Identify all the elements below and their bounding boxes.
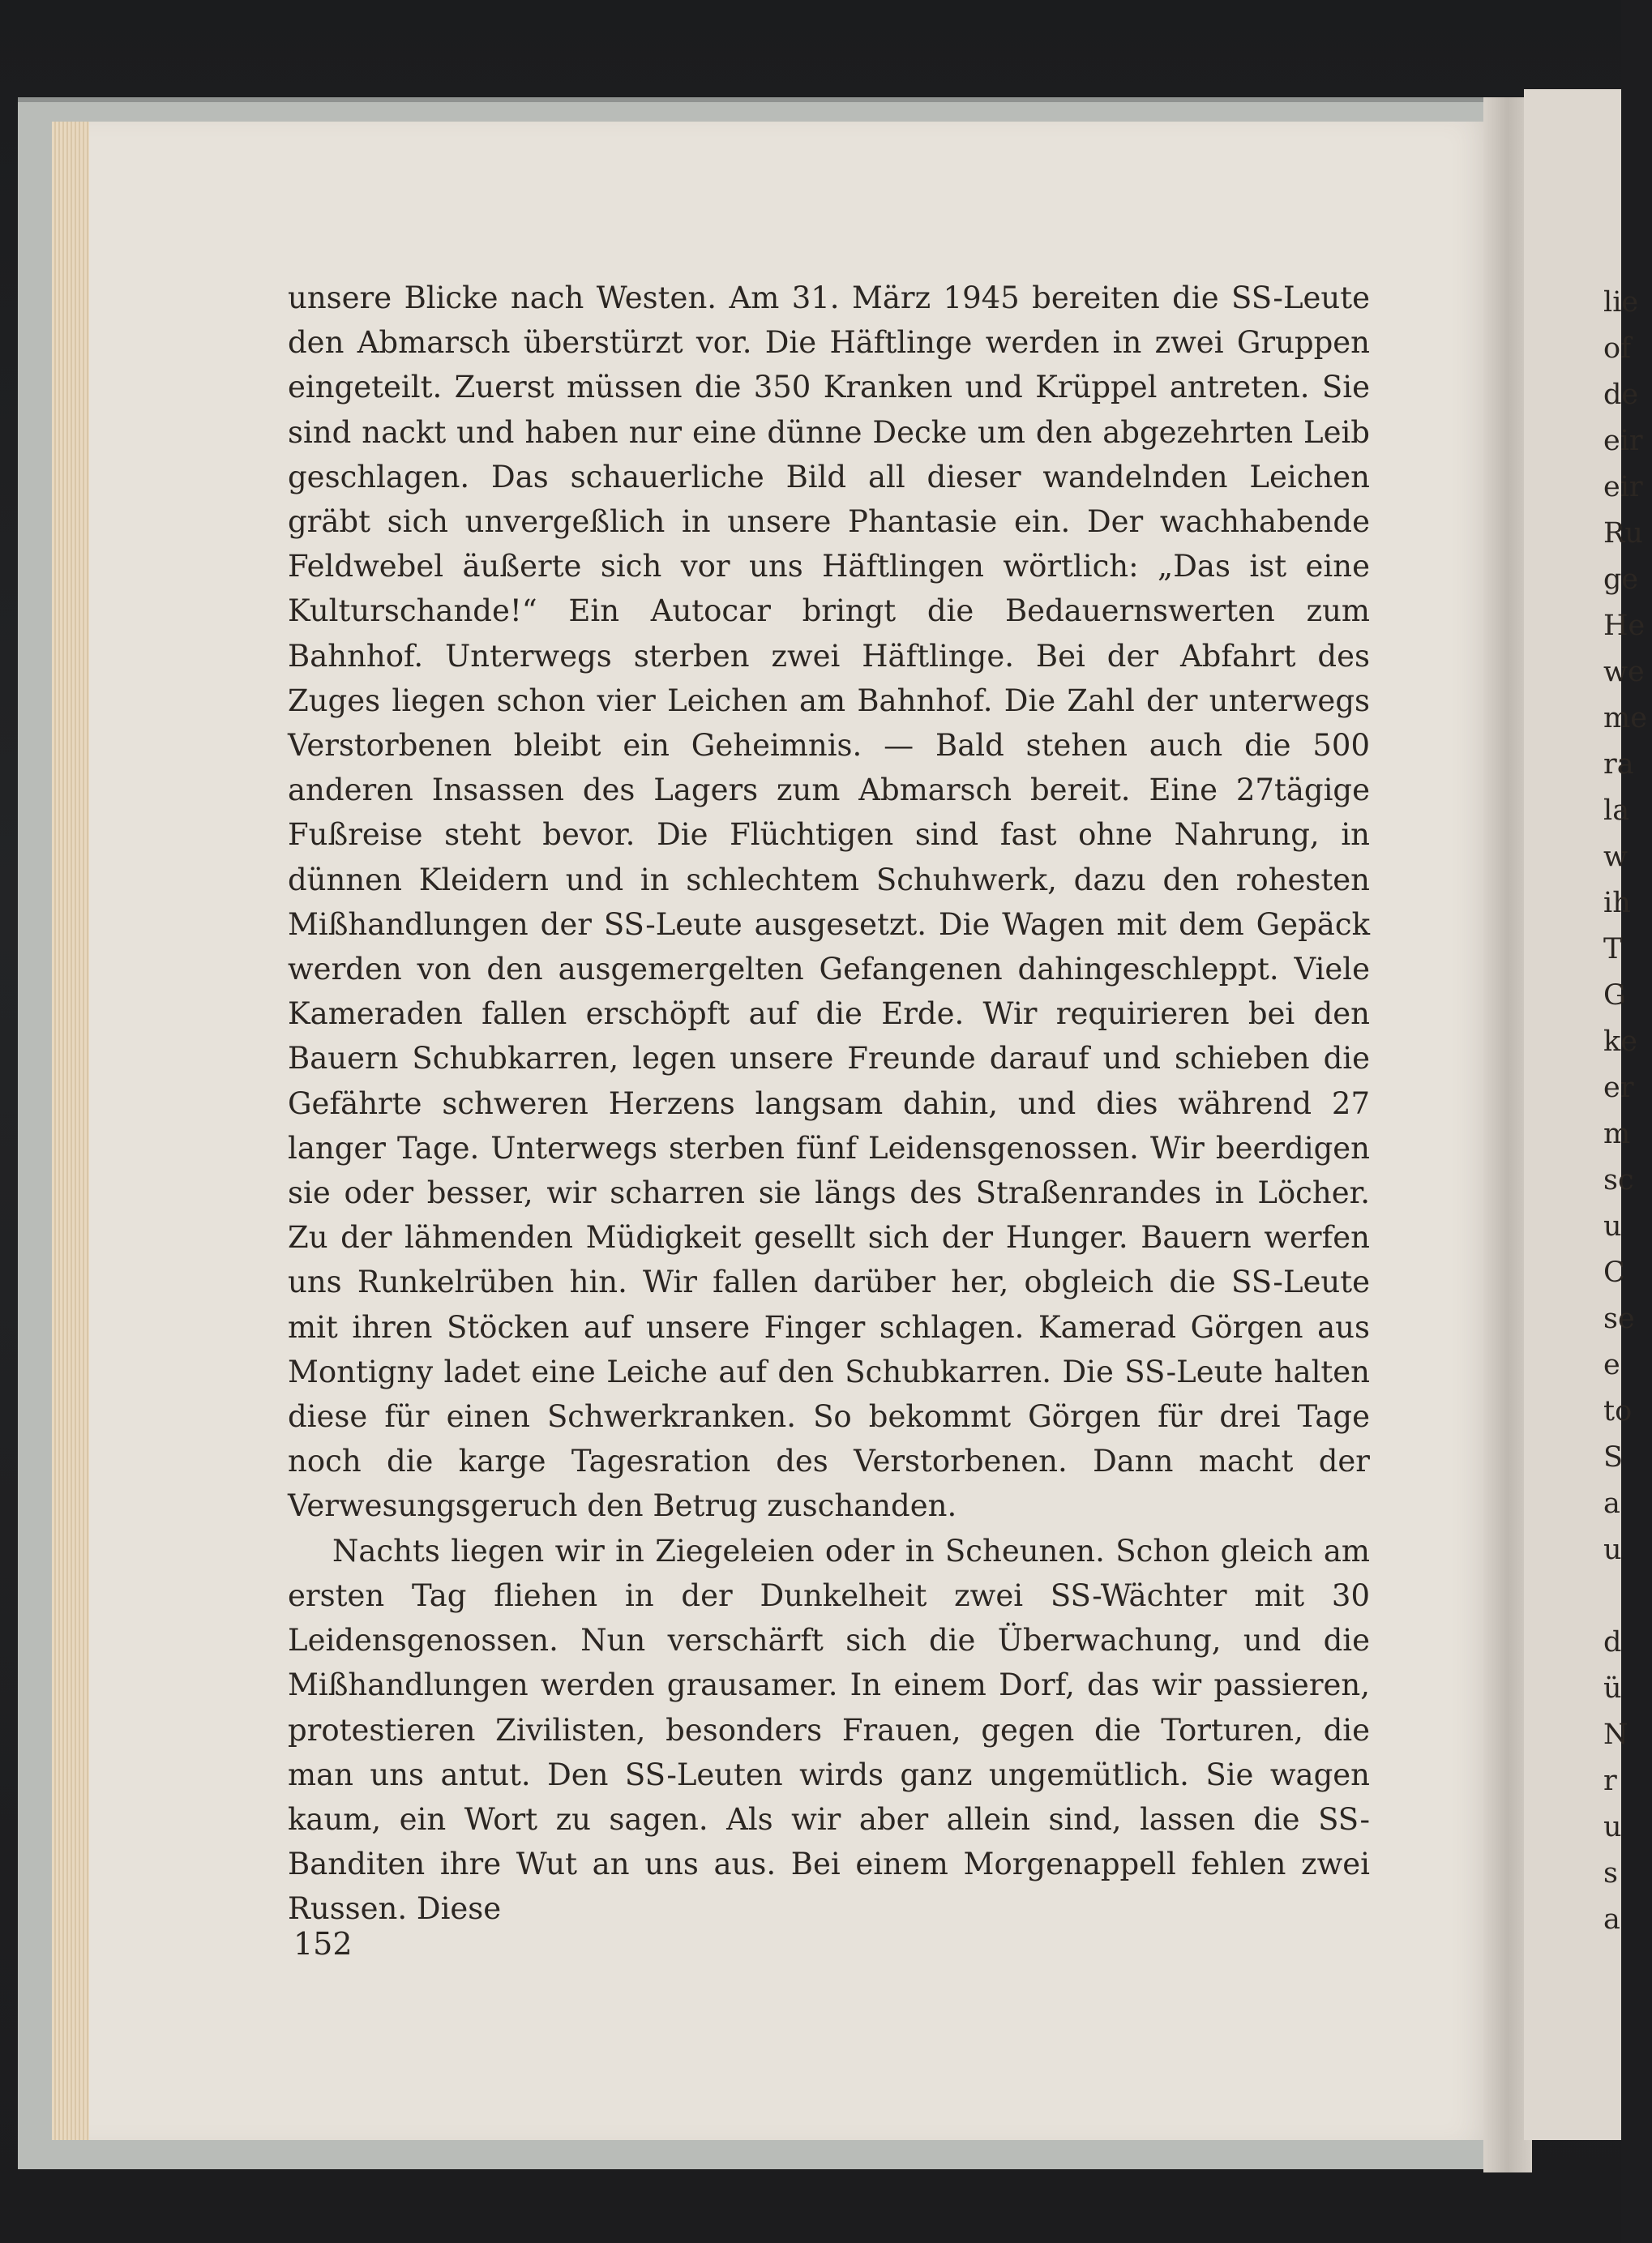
facing-page-line-fragment: er [1603,1072,1634,1104]
facing-page-line-fragment: de [1603,379,1639,411]
facing-page-line-fragment: eir [1603,471,1643,503]
paragraph: unsere Blicke nach Westen. Am 31. März 1945 bereiten die SS-Leute den Abmarsch überstürzt vor. Die Häftlinge werden in zwei Gruppen eingeteilt. Zuerst müssen die 350 Kranken und Krüppel antreten. Sie sind nackt und haben nur eine dünne Decke um den abgezehrten Leib geschlagen. Das schauerliche Bild all dieser wandelnden Leichen gräbt sich unvergeßlich in unsere Phantasie ein. Der wachhabende Feldwebel äußerte sich vor uns Häftlingen wörtlich: „Das ist eine Kulturschande!“ Ein Autocar bringt die Bedauernswerten zum Bahnhof. Unterwegs sterben zwei Häftlinge. Bei der Abfahrt des Zuges liegen schon vier Leichen am Bahnhof. Die Zahl der unterwegs Verstorbenen bleibt ein Geheimnis. — Bald stehen auch die 500 anderen Insassen des Lagers zum Abmarsch bereit. Eine 27tägige Fußreise steht bevor. Die Flüchtigen sind fast ohne Nahrung, in dünnen Kleidern und in schlechtem Schuhwerk, dazu den rohesten Mißhandlungen der SS-Leute ausgesetzt. Die Wagen mit dem Gepäck werden von den ausgemergelten Gefangenen dahingeschleppt. Viele Kameraden fallen erschöpft auf die Erde. Wir requirieren bei den Bauern Schubkarren, legen unsere Freunde darauf und schieben die Gefährte schweren Herzens langsam dahin, und dies während 27 langer Tage. Unterwegs sterben fünf Leidensgenossen. Wir beerdigen sie oder besser, wir scharren sie längs des Straßenrandes in Löcher. Zu der lähmenden Müdigkeit gesellt sich der Hunger. Bauern werfen uns Runkelrüben hin. Wir fallen darüber her, obgleich die SS-Leute mit ihren Stöcken auf unsere Finger schlagen. Kamerad Görgen aus Montigny ladet eine Leiche auf den Schubkarren. Die SS-Leute halten diese für einen Schwerkranken. So bekommt Görgen für drei Tage noch die karge Tagesration des Verstorbenen. Dann macht der Verwesungsgeruch den Betrug zuschanden. [288,280,1370,1524]
facing-page-line-fragment: ge [1603,563,1639,596]
facing-page-line-fragment: s [1603,1857,1618,1890]
facing-page-line-fragment [1603,1573,1652,1620]
facing-page-line-fragment: u [1603,1534,1622,1566]
facing-page-line-fragment: ü [1603,1672,1622,1705]
facing-page-line-fragment: ih [1603,887,1631,919]
paragraph: Nachts liegen wir in Ziegeleien oder in Scheunen. Schon gleich am ersten Tag fliehen in der Dunkelheit zwei SS-Wächter mit 30 Leidensgenossen. Nun verschärft sich die Überwachung, und die Mißhandlungen werden grausamer. In einem Dorf, das wir passieren, protestieren Zivilisten, besonders Frauen, gegen die Torturen, die man uns antut. Den SS-Leuten wirds ganz ungemütlich. Sie wagen kaum, ein Wort zu sagen. Als wir aber allein sind, lassen die SS-Banditen ihre Wut an uns aus. Bei einem Morgenappell fehlen zwei Russen. Diese [288,1533,1370,1927]
facing-page-line-fragment: lie [1603,286,1639,319]
facing-page-line-fragment: se [1603,1303,1635,1335]
facing-page-line-fragment: la [1603,794,1630,827]
facing-page-line-fragment: a [1603,1487,1620,1520]
facing-page-line-fragment: u [1603,1811,1622,1843]
facing-page-line-fragment: N [1603,1719,1628,1751]
facing-page-line-fragment: T [1603,933,1623,965]
facing-page-line-fragment: m [1603,1118,1631,1150]
facing-page-line-fragment: G [1603,979,1626,1012]
facing-page-line-fragment: He [1603,610,1646,642]
facing-page-line-fragment: r [1603,1765,1617,1797]
facing-page-line-fragment: sc [1603,1164,1634,1196]
facing-page-line-fragment: e [1603,1349,1620,1381]
facing-page-fragments [1603,280,1652,1943]
facing-page-line-fragment: C [1603,1256,1625,1289]
facing-page-line-fragment: a [1603,1903,1620,1936]
facing-page-line-fragment: of [1603,332,1632,365]
facing-page-line-fragment: we [1603,656,1645,688]
body-text [288,276,1370,1932]
facing-page-line-fragment: d [1603,1626,1622,1659]
facing-page-line-fragment: me [1603,702,1647,734]
facing-page-line-fragment: w [1603,841,1628,873]
facing-page-line-fragment: ra [1603,748,1634,781]
facing-page-line-fragment: eir [1603,425,1643,457]
facing-page-line-fragment: Ru [1603,517,1643,550]
facing-page-line-fragment: S [1603,1441,1623,1474]
facing-page-line-fragment: ke [1603,1025,1637,1058]
facing-page-line-fragment: to [1603,1395,1633,1428]
facing-page-line-fragment: u [1603,1210,1622,1243]
page-number: 152 [293,1926,353,1962]
